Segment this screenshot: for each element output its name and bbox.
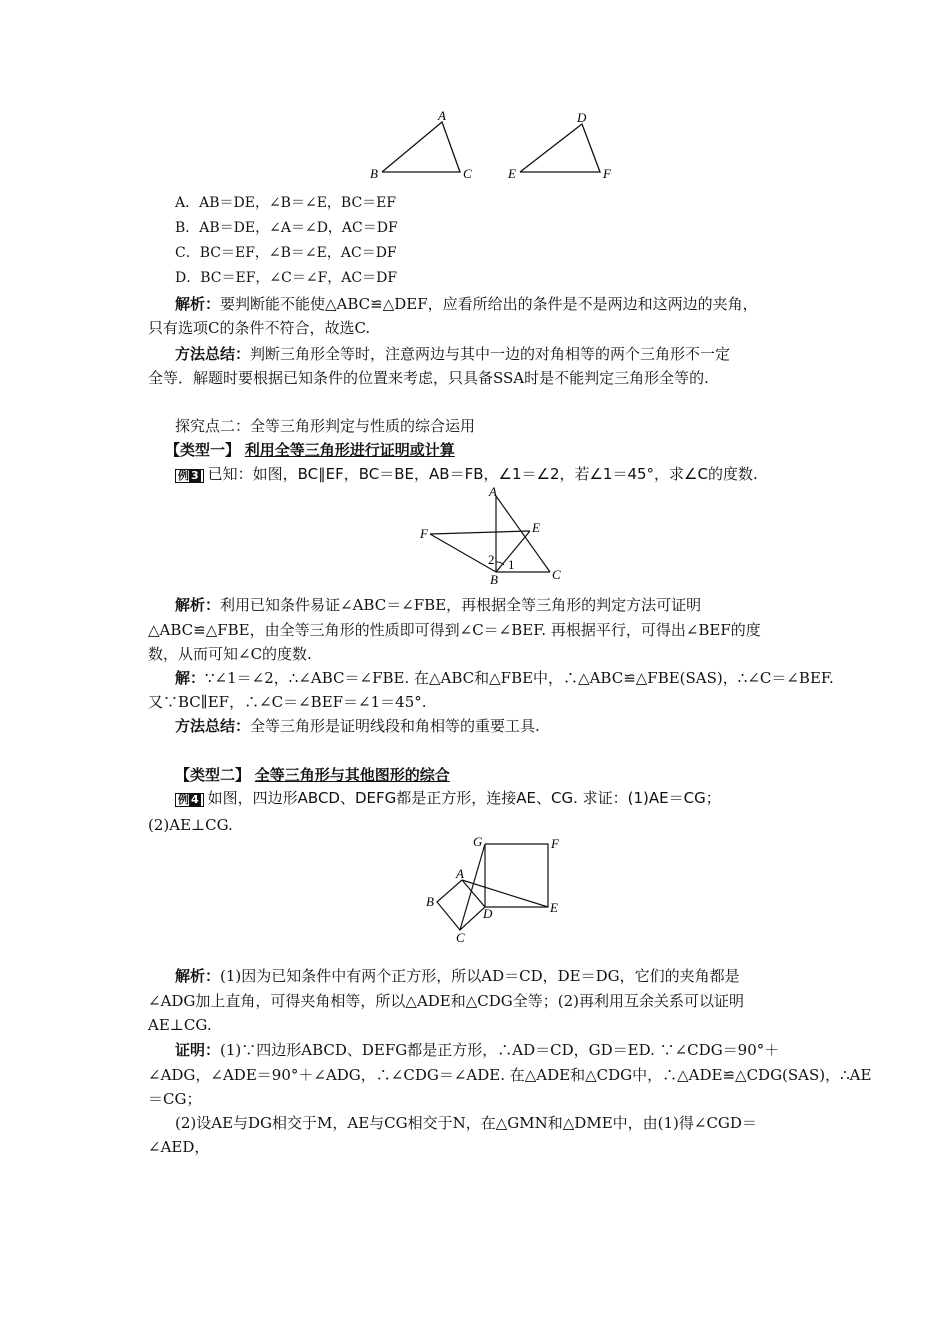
proof-label: 证明： — [175, 1041, 221, 1059]
fig2-label-b: B — [490, 572, 498, 586]
segment-ac — [496, 496, 550, 572]
solution-text: ∵∠1＝∠2，∴∠ABC＝∠FBE. 在△ABC和△FBE中，∴△ABC≌△FBE(SAS)，∴∠C＝∠BEF. — [205, 669, 834, 687]
triangle-abc — [382, 122, 460, 172]
segment-fb — [430, 534, 496, 572]
analysis-label: 解析： — [175, 967, 221, 985]
label-e: E — [508, 166, 516, 181]
type-1-heading — [165, 440, 455, 460]
label-d: D — [577, 110, 587, 125]
analysis-label: 解析： — [175, 596, 221, 614]
analysis-3-line-1 — [175, 966, 740, 986]
example-4-line-2: (2)AE⊥CG. — [148, 816, 233, 834]
analysis-text: 利用已知条件易证∠ABC＝∠FBE，再根据全等三角形的判定方法可证明 — [220, 596, 702, 614]
option-a: A．AB＝DE，∠B＝∠E，BC＝EF — [175, 195, 397, 211]
proof-text: (1)∵四边形ABCD、DEFG都是正方形，∴AD＝CD，GD＝ED. ∵∠CDG＝90°＋ — [220, 1041, 780, 1059]
solution-line-1 — [175, 668, 834, 688]
square-abcd — [437, 880, 485, 930]
type-1-bracket: 【类型一】 — [165, 441, 241, 459]
example-4-line-1 — [175, 788, 721, 808]
label-c: C — [463, 166, 472, 181]
label-f: F — [603, 166, 611, 181]
segment-cg — [460, 844, 485, 930]
option-d: D．BC＝EF，∠C＝∠F，AC＝DF — [175, 270, 398, 286]
summary-text: 全等三角形是证明线段和角相等的重要工具. — [250, 717, 540, 735]
analysis-2-line-1 — [175, 595, 701, 615]
angle-arc — [496, 562, 504, 565]
summary-1-line-1 — [175, 344, 730, 364]
figure-example-4 — [420, 832, 570, 944]
fig3-label-c: C — [456, 930, 465, 944]
fig3-label-d: D — [483, 906, 493, 921]
fig2-label-c: C — [552, 567, 561, 582]
analysis-text: 要判断能不能使△ABC≌△DEF，应看所给出的条件是不是两边和这两边的夹角， — [220, 295, 758, 313]
type-2-heading — [175, 765, 450, 785]
analysis-1-line-2: 只有选项C的条件不符合，故选C. — [148, 319, 371, 337]
triangle-def — [520, 124, 600, 172]
fig2-label-e: E — [532, 520, 540, 535]
solution-label: 解： — [175, 669, 206, 687]
example-3 — [175, 464, 758, 484]
label-a: A — [438, 110, 446, 123]
fig3-label-g: G — [473, 834, 483, 849]
fig3-label-f: F — [551, 836, 559, 851]
type-2-bracket: 【类型二】 — [175, 766, 251, 784]
analysis-label: 解析： — [175, 295, 221, 313]
option-b: B．AB＝DE，∠A＝∠D，AC＝DF — [175, 220, 398, 236]
type-1-title: 利用全等三角形进行证明或计算 — [244, 441, 455, 459]
segment-fe — [430, 531, 530, 534]
proof-line-1 — [175, 1040, 779, 1060]
fig2-label-a: A — [489, 486, 497, 499]
proof-line-4: (2)设AE与DG相交于M，AE与CG相交于N，在△GMN和△DME中，由(1)得∠CGD＝ — [175, 1114, 757, 1132]
analysis-1-line-1 — [175, 294, 758, 314]
label-b: B — [370, 166, 378, 181]
example-3-text: 已知：如图，BC∥EF，BC＝BE，AB＝FB，∠1＝∠2，若∠1＝45°，求∠C的度数. — [207, 465, 758, 483]
analysis-3-line-3: AE⊥CG. — [148, 1016, 212, 1034]
analysis-text: (1)因为已知条件中有两个正方形，所以AD＝CD，DE＝DG，它们的夹角都是 — [220, 967, 740, 985]
summary-1-line-2: 全等．解题时要根据已知条件的位置来考虑，只具备SSA时是不能判定三角形全等的. — [148, 369, 709, 387]
summary-label: 方法总结： — [175, 717, 251, 735]
solution-line-2: 又∵BC∥EF，∴∠C＝∠BEF＝∠1＝45°. — [148, 693, 427, 711]
summary-text: 判断三角形全等时，注意两边与其中一边的对角相等的两个三角形不一定 — [250, 345, 731, 363]
proof-line-2: ∠ADG，∠ADE＝90°＋∠ADG，∴∠CDG＝∠ADE. 在△ADE和△CDG中，∴△ADE≌△CDG(SAS)，∴AE — [148, 1066, 872, 1084]
section-heading: 探究点二：全等三角形判定与性质的综合运用 — [175, 417, 476, 435]
fig2-label-f: F — [420, 526, 428, 541]
figure-triangles-abc-def — [360, 110, 620, 185]
example-badge: 例 4 — [175, 793, 204, 807]
example-4-text: 如图，四边形ABCD、DEFG都是正方形，连接AE、CG. 求证：(1)AE＝CG； — [207, 789, 721, 807]
summary-label: 方法总结： — [175, 345, 251, 363]
fig3-label-e: E — [550, 900, 558, 915]
fig2-label-1: 1 — [508, 557, 515, 572]
fig3-label-b: B — [426, 894, 434, 909]
fig2-label-2: 2 — [488, 552, 495, 567]
proof-line-5: ∠AED， — [148, 1138, 210, 1156]
type-2-title: 全等三角形与其他图形的综合 — [254, 766, 450, 784]
proof-line-3: ＝CG； — [148, 1090, 202, 1108]
figure-example-3 — [418, 486, 578, 586]
fig3-label-a: A — [456, 866, 464, 881]
segment-ae — [462, 880, 548, 907]
analysis-2-line-3: 数，从而可知∠C的度数. — [148, 645, 312, 663]
option-c: C．BC＝EF，∠B＝∠E，AC＝DF — [175, 245, 397, 261]
analysis-2-line-2: △ABC≌△FBE，由全等三角形的性质即可得到∠C＝∠BEF. 再根据平行，可得出∠BEF的度 — [148, 621, 761, 639]
example-badge: 例 3 — [175, 469, 204, 483]
summary-2 — [175, 716, 540, 736]
analysis-3-line-2: ∠ADG加上直角，可得夹角相等，所以△ADE和△CDG全等；(2)再利用互余关系可以证明 — [148, 992, 745, 1010]
